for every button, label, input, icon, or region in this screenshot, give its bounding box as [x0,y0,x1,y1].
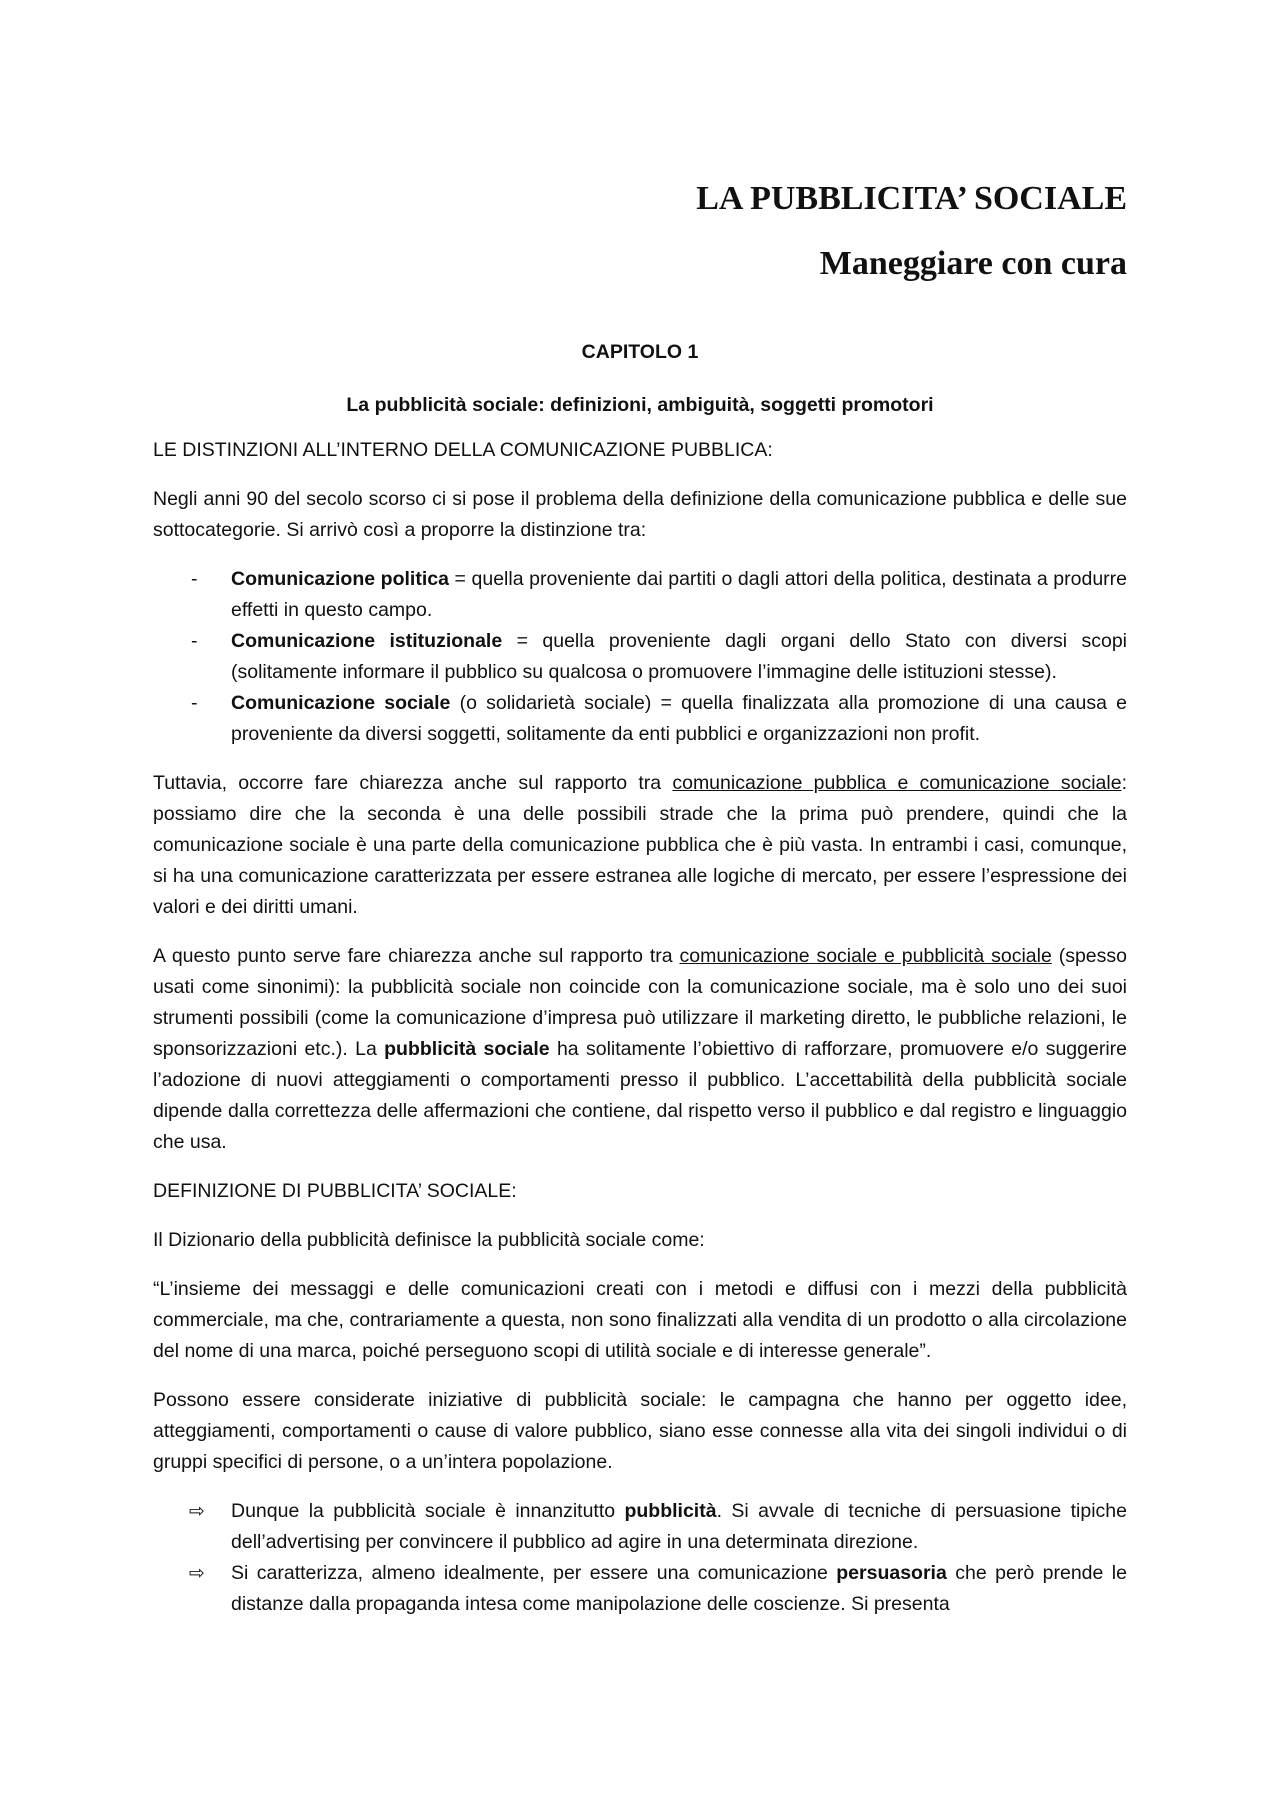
text-run: : possiamo dire che la seconda è una delle possibili strade che la prima può prendere, quindi che la comunicazione sociale è una parte della comunicazione pubblica che è più vasta. In entrambi i casi, comunque, si ha una comunicazione caratterizzata per essere estranea alle logiche di mercato, per essere l’espressione dei valori e dei diritti umani. [153,771,1127,918]
document-title: LA PUBBLICITA’ SOCIALE [696,180,1127,217]
list-item [153,688,1127,750]
list-item [153,564,1127,626]
section-heading-definizione: DEFINIZIONE DI PUBBLICITA’ SOCIALE: [153,1179,517,1202]
dash-bullet: - [191,629,198,652]
bold-phrase: persuasoria [836,1561,947,1584]
chapter-subtitle: La pubblicità sociale: definizioni, ambiguità, soggetti promotori [346,393,934,416]
paragraph-rapporto-comunicazione-pubblicita [153,941,1127,1158]
dash-list [153,564,1127,750]
underlined-phrase: comunicazione pubblica e comunicazione sociale [672,771,1122,794]
list-text: = quella proveniente dagli organi dello Stato con diversi scopi (solitamente informare il pubblico su qualcosa o promuovere l’immagine delle istituzioni stesse). [231,629,1127,683]
underlined-phrase: comunicazione sociale e pubblicità sociale [679,944,1052,967]
text-run: Dunque la pubblicità sociale è innanzitutto [231,1499,625,1522]
paragraph-rapporto-pubblica-sociale [153,768,1127,923]
text-run: . Si avvale di tecniche di persuasione tipiche dell’advertising per convincere il pubblico ad agire in una determinata direzione. [231,1499,1127,1553]
list-text: (o solidarietà sociale) = quella finalizzata alla promozione di una causa e proveniente da diversi soggetti, solitamente da enti pubblici e organizzazioni non profit. [231,691,1127,745]
arrow-list [153,1496,1127,1620]
paragraph-iniziative: Possono essere considerate iniziative di pubblicità sociale: le campagna che hanno per oggetto idee, atteggiamenti, comportamenti o cause di valore pubblico, siano esse connesse alla vita dei singoli individui o di gruppi specifici di persone, o a un’intera popolazione. [153,1388,1127,1473]
text-run: A questo punto serve fare chiarezza anche sul rapporto tra [153,944,680,967]
chapter-heading: CAPITOLO 1 [581,340,699,363]
list-item [153,1558,1127,1620]
list-item [153,626,1127,688]
text-run: Si caratterizza, almeno idealmente, per essere una comunicazione [231,1561,837,1584]
list-item [153,1496,1127,1558]
dash-bullet: - [191,567,198,590]
intro-paragraph: Negli anni 90 del secolo scorso ci si pose il problema della definizione della comunicazione pubblica e delle sue sottocategorie. Si arrivò così a proporre la distinzione tra: [153,487,1127,541]
text-run: ha solitamente l’obiettivo di rafforzare, promuovere e/o suggerire l’adozione di nuovi atteggiamenti o comportamenti presso il pubblico. L’accettabilità della pubblicità sociale dipende dalla correttezza delle affermazioni che contiene, dal rispetto verso il pubblico e dal registro e linguaggio che usa. [153,1037,1127,1153]
text-run: che però prende le distanze dalla propaganda intesa come manipolazione delle coscienze. Si presenta [231,1561,1127,1615]
bold-phrase: pubblicità [624,1499,717,1522]
paragraph-dizionario: Il Dizionario della pubblicità definisce la pubblicità sociale come: [153,1228,705,1251]
list-term: Comunicazione politica [231,567,449,590]
definition-quote: “L’insieme dei messaggi e delle comunicazioni creati con i metodi e diffusi con i mezzi della pubblicità commerciale, ma che, contrariamente a questa, non sono finalizzati alla vendita di un prodotto o alla circolazione del nome di una marca, poiché perseguono scopi di utilità sociale e di interesse generale”. [153,1277,1127,1362]
text-run: Tuttavia, occorre fare chiarezza anche sul rapporto tra [153,771,673,794]
bold-phrase: pubblicità sociale [384,1037,550,1060]
text-run: (spesso usati come sinonimi): la pubblicità sociale non coincide con la comunicazione sociale, ma è solo uno dei suoi strumenti possibili (come la comunicazione d’impresa può utilizzare il marketing diretto, le pubbliche relazioni, le sponsorizzazioni etc.). La [153,944,1127,1060]
arrow-right-icon: ⇨ [189,1500,205,1522]
list-text: = quella proveniente dai partiti o dagli attori della politica, destinata a produrre effetti in questo campo. [231,567,1127,621]
dash-bullet: - [191,691,198,714]
section-heading-distinzioni: LE DISTINZIONI ALL’INTERNO DELLA COMUNICAZIONE PUBBLICA: [153,438,773,461]
list-term: Comunicazione sociale [231,691,451,714]
document-subtitle: Maneggiare con cura [819,245,1127,283]
arrow-right-icon: ⇨ [189,1562,205,1584]
list-term: Comunicazione istituzionale [231,629,503,652]
